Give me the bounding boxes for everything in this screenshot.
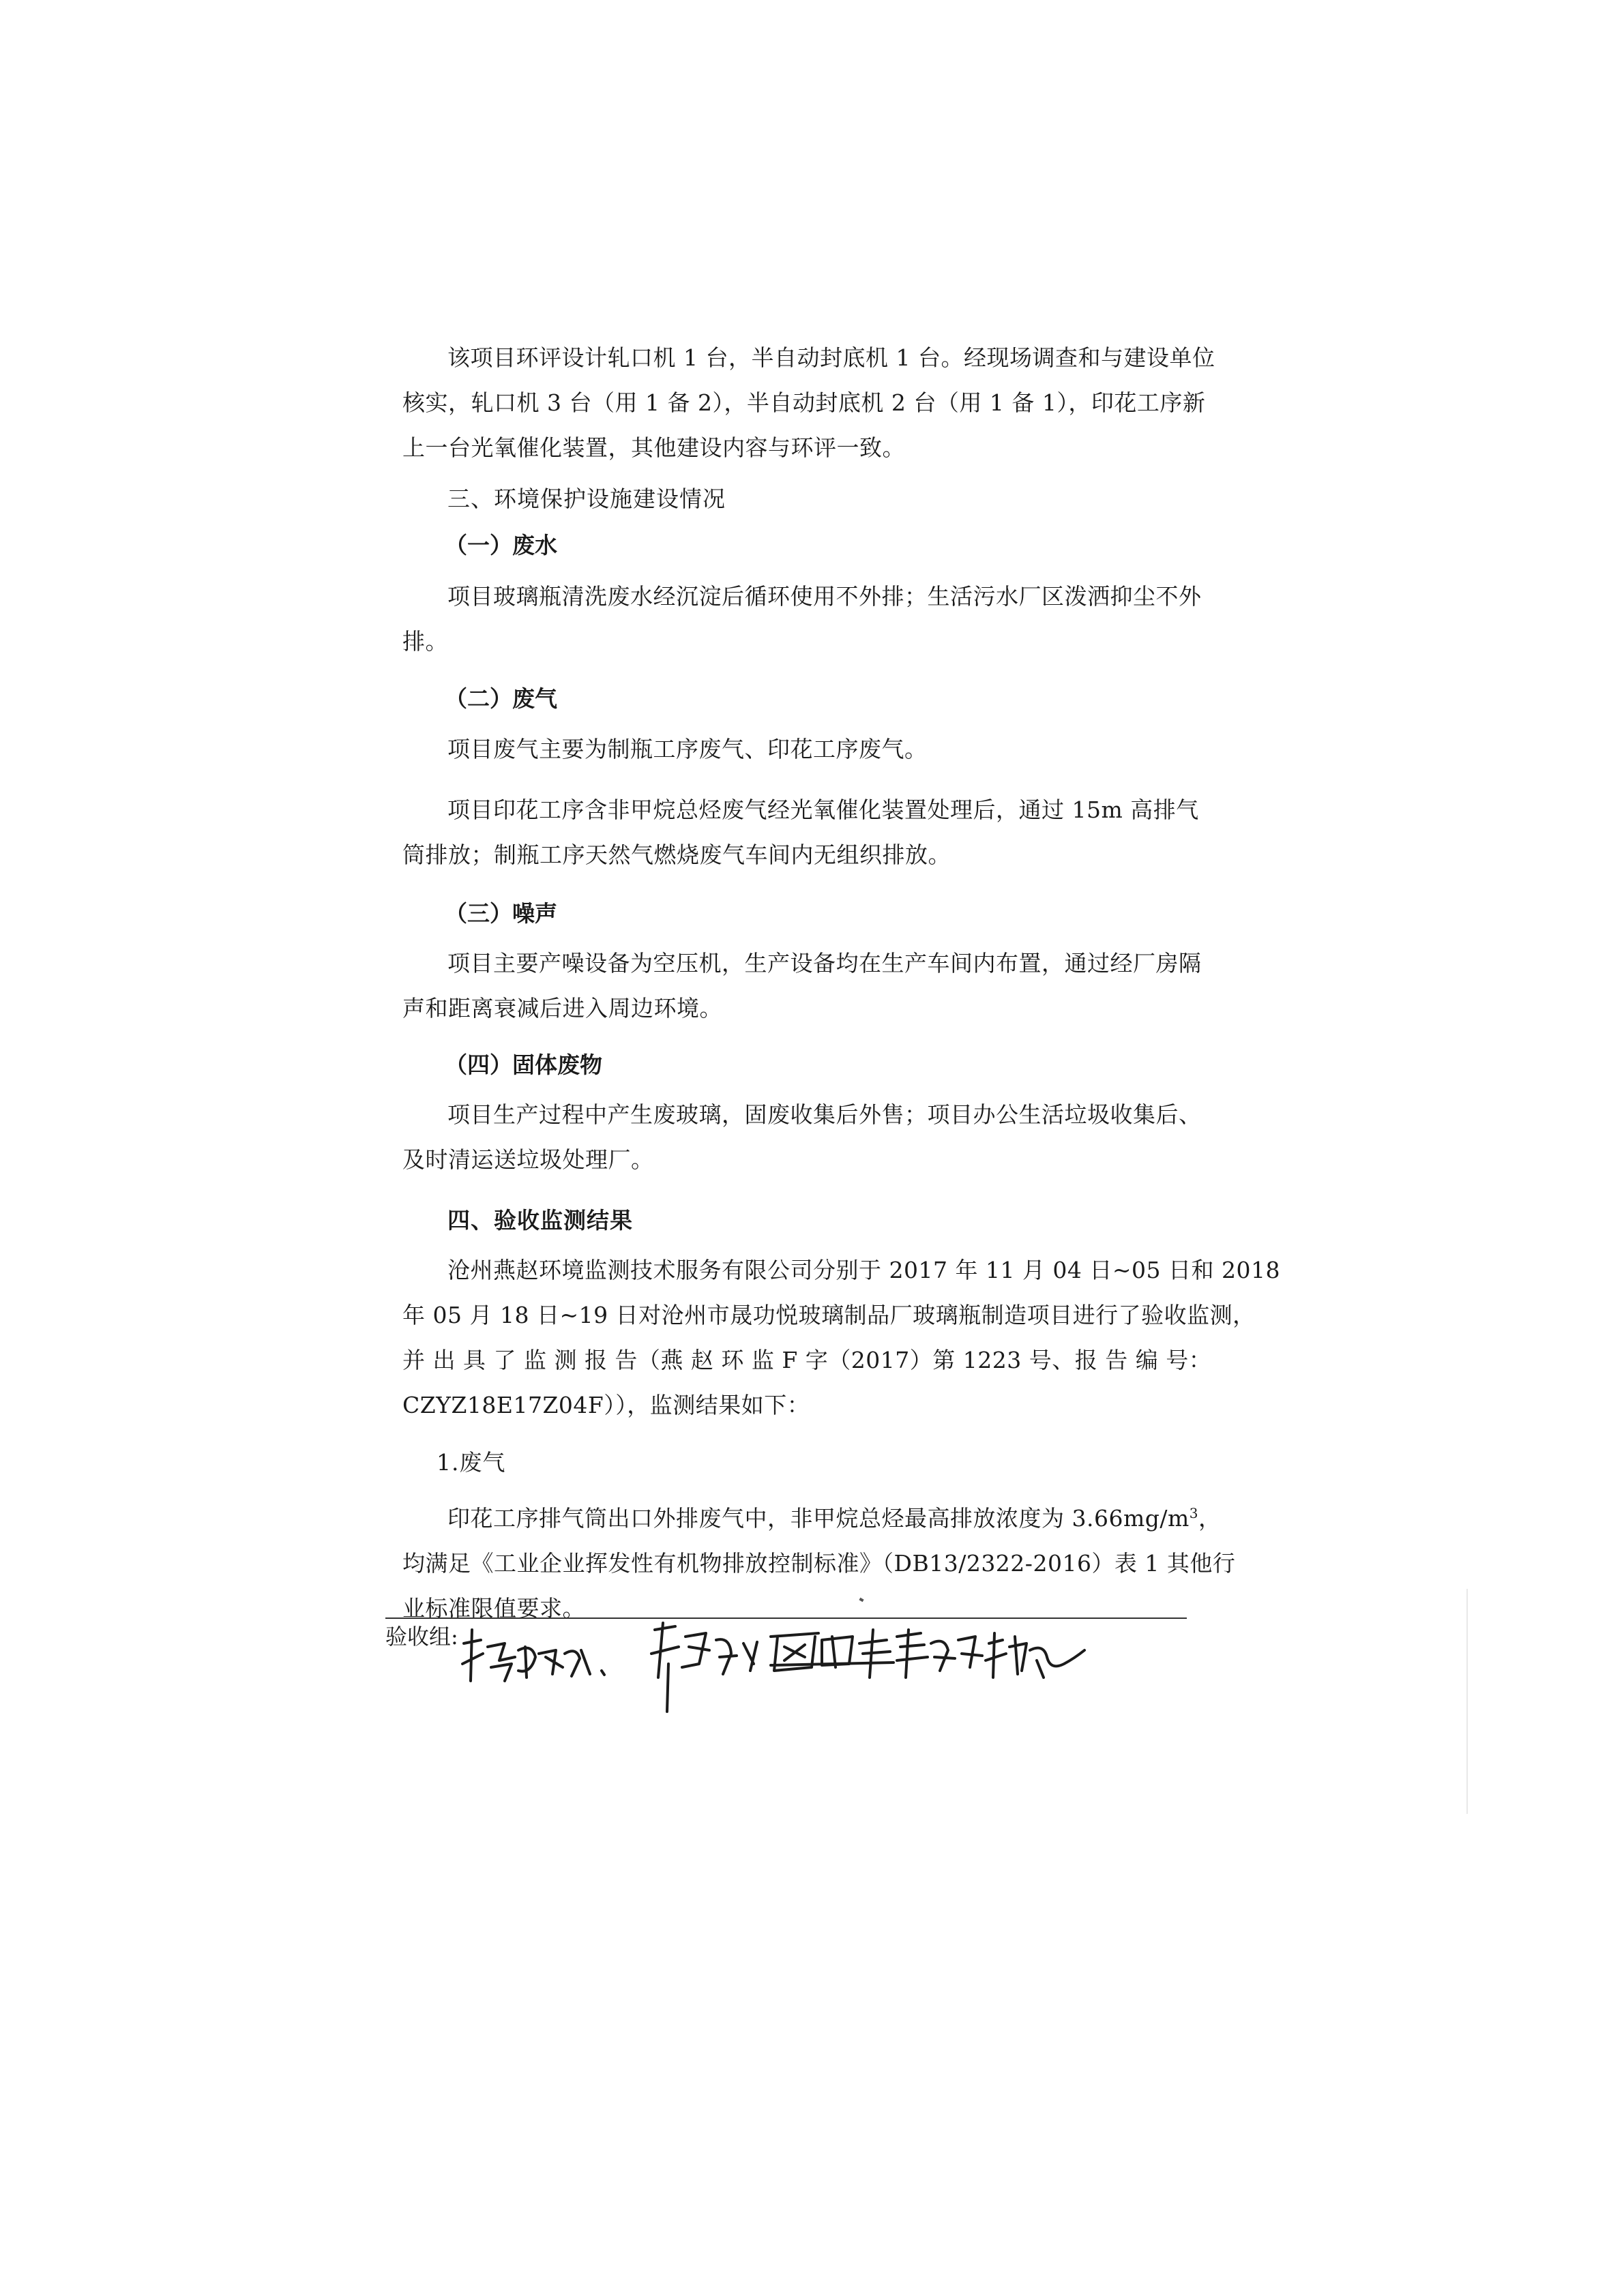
waste-gas-paragraph-2 — [402, 788, 1199, 878]
wastewater-paragraph — [402, 574, 1202, 664]
waste-gas-title: （二）废气 — [445, 685, 557, 712]
section-4-title: 四、验收监测结果 — [447, 1207, 633, 1234]
noise-title: （三）噪声 — [445, 900, 557, 927]
intro-line: 核实，轧口机 3 台（用 1 备 2），半自动封底机 2 台（用 1 备 1），印花工序新 — [402, 389, 1206, 416]
gas-result-text: 印花工序排气筒出口外排废气中，非甲烷总烃最高排放浓度为 3.66mg/m — [447, 1505, 1190, 1532]
intro-paragraph — [402, 336, 1215, 471]
section-3-title: 三、环境保护设施建设情况 — [447, 486, 726, 512]
solid-waste-line: 项目生产过程中产生废玻璃，固废收集后外售；项目办公生活垃圾收集后、 — [447, 1101, 1202, 1128]
acceptance-group-label: 验收组: — [385, 1624, 458, 1650]
intro-line: 该项目环评设计轧口机 1 台，半自动封底机 1 台。经现场调查和与建设单位 — [447, 344, 1215, 371]
waste-gas-paragraph-1 — [402, 727, 1187, 772]
handwritten-signatures — [450, 1616, 1091, 1718]
solid-waste-paragraph — [402, 1092, 1202, 1182]
monitoring-line: 沧州燕赵环境监测技术服务有限公司分别于 2017 年 11 月 04 日~05 日和 2018 — [447, 1257, 1281, 1283]
gas-result-punct: ， — [1198, 1505, 1222, 1532]
noise-line: 项目主要产噪设备为空压机，生产设备均在生产车间内布置，通过经厂房隔 — [447, 950, 1202, 976]
gas-result-line — [402, 1491, 1222, 1541]
signature-5 — [986, 1633, 1084, 1678]
scan-edge-mark — [1466, 1589, 1468, 1814]
monitoring-line: 年 05 月 18 日~19 日对沧州市晟功悦玻璃制品厂玻璃瓶制造项目进行了验收监测， — [402, 1302, 1256, 1328]
monitoring-line: CZYZ18E17Z04F）），监测结果如下： — [402, 1392, 810, 1418]
wastewater-line: 排。 — [402, 628, 448, 655]
monitoring-line: 并 出 具 了 监 测 报 告（燕 赵 环 监 F 字（2017）第 1223 号、报 告 编 号： — [402, 1347, 1212, 1373]
signature-4 — [897, 1630, 982, 1678]
signature-2 — [651, 1623, 757, 1712]
noise-paragraph — [402, 941, 1202, 1031]
waste-gas-line: 筒排放；制瓶工序天然气燃烧废气车间内无组织排放。 — [402, 841, 951, 868]
solid-waste-line: 及时清运送垃圾处理厂。 — [402, 1146, 654, 1173]
unit-superscript: 3 — [1189, 1505, 1199, 1521]
wastewater-line: 项目玻璃瓶清洗废水经沉淀后循环使用不外排；生活污水厂区泼洒抑尘不外 — [447, 583, 1202, 610]
wastewater-title: （一）废水 — [445, 532, 557, 558]
intro-line: 上一台光氧催化装置，其他建设内容与环评一致。 — [402, 434, 905, 461]
noise-line: 声和距离衰减后进入周边环境。 — [402, 995, 722, 1022]
signature-1 — [462, 1630, 604, 1681]
solid-waste-title: （四）固体废物 — [445, 1052, 602, 1078]
signature-3 — [771, 1630, 894, 1678]
gas-result-line: 业标准限值要求。 — [402, 1595, 585, 1622]
gas-result-line: 均满足《工业企业挥发性有机物排放控制标准》（DB13/2322-2016）表 1 其他行 — [402, 1550, 1236, 1577]
waste-gas-line: 项目废气主要为制瓶工序废气、印花工序废气。 — [447, 736, 928, 762]
waste-gas-line: 项目印花工序含非甲烷总烃废气经光氧催化装置处理后，通过 15m 高排气 — [447, 796, 1199, 823]
monitoring-paragraph — [402, 1248, 1281, 1428]
gas-result-title: 1.废气 — [437, 1449, 506, 1476]
gas-result-paragraph — [402, 1491, 1236, 1631]
